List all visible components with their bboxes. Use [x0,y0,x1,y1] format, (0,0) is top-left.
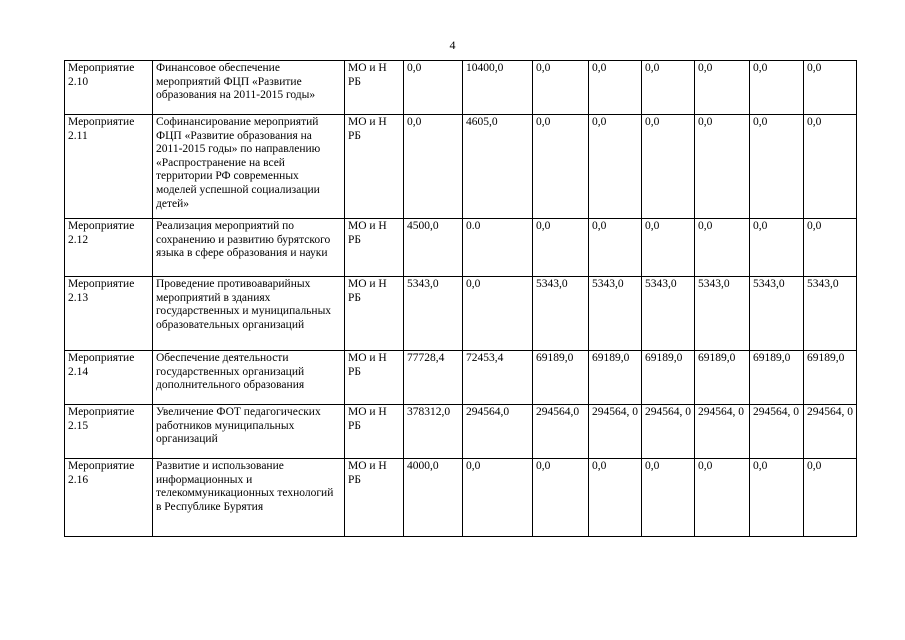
amount-cell: 0,0 [589,459,642,537]
activity-code-cell: Мероприятие 2.10 [65,61,153,115]
amount-cell: 5343,0 [642,277,695,351]
amount-cell: 69189,0 [533,351,589,405]
amount-cell: 294564, 0 [804,405,857,459]
amount-cell: 0,0 [404,115,463,219]
amount-cell: 0,0 [589,115,642,219]
amount-cell: 0,0 [695,115,750,219]
amount-cell: 69189,0 [804,351,857,405]
activity-code-cell: Мероприятие 2.14 [65,351,153,405]
amount-cell: 5343,0 [533,277,589,351]
amount-cell: 0,0 [750,219,804,277]
responsible-executor-cell: МО и Н РБ [345,219,404,277]
amount-cell: 0,0 [642,115,695,219]
table-body [65,61,857,537]
responsible-executor-cell: МО и Н РБ [345,351,404,405]
amount-cell: 5343,0 [589,277,642,351]
amount-cell: 0,0 [695,61,750,115]
amount-cell: 69189,0 [695,351,750,405]
amount-cell: 0,0 [804,219,857,277]
amount-cell: 0,0 [695,219,750,277]
amount-cell: 69189,0 [642,351,695,405]
amount-cell: 294564, 0 [750,405,804,459]
amount-cell: 0.0 [463,219,533,277]
table-row [65,459,857,537]
activity-code-cell: Мероприятие 2.13 [65,277,153,351]
amount-cell: 0,0 [533,61,589,115]
amount-cell: 0,0 [642,61,695,115]
amount-cell: 0,0 [804,459,857,537]
amount-cell: 294564,0 [533,405,589,459]
amount-cell: 0,0 [589,219,642,277]
responsible-executor-cell: МО и Н РБ [345,459,404,537]
activity-title-cell: Увеличение ФОТ педагогических работников муниципальных организаций [153,405,345,459]
program-activities-table [64,60,857,537]
responsible-executor-cell: МО и Н РБ [345,277,404,351]
activity-title-cell: Проведение противоаварийных мероприятий в зданиях государственных и муниципальных образовательных организаций [153,277,345,351]
amount-cell: 294564, 0 [695,405,750,459]
table-row [65,405,857,459]
amount-cell: 5343,0 [404,277,463,351]
amount-cell: 5343,0 [695,277,750,351]
responsible-executor-cell: МО и Н РБ [345,405,404,459]
amount-cell: 294564,0 [463,405,533,459]
activity-title-cell: Обеспечение деятельности государственных организаций дополнительного образования [153,351,345,405]
table-row [65,115,857,219]
amount-cell: 0,0 [463,459,533,537]
amount-cell: 10400,0 [463,61,533,115]
amount-cell: 294564, 0 [589,405,642,459]
amount-cell: 72453,4 [463,351,533,405]
amount-cell: 4000,0 [404,459,463,537]
amount-cell: 4500,0 [404,219,463,277]
amount-cell: 69189,0 [750,351,804,405]
amount-cell: 4605,0 [463,115,533,219]
amount-cell: 0,0 [804,61,857,115]
activity-title-cell: Софинансирование мероприятий ФЦП «Развитие образования на 2011-2015 годы» по направлению «Распространение на всей территории РФ современных моделей успешной социализации детей» [153,115,345,219]
amount-cell: 0,0 [642,459,695,537]
table-row [65,277,857,351]
amount-cell: 69189,0 [589,351,642,405]
amount-cell: 0,0 [804,115,857,219]
amount-cell: 294564, 0 [642,405,695,459]
page-number: 4 [449,38,456,52]
amount-cell: 0,0 [589,61,642,115]
activity-title-cell: Реализация мероприятий по сохранению и развитию бурятского языка в сфере образования и науки [153,219,345,277]
amount-cell: 0,0 [533,459,589,537]
activity-title-cell: Финансовое обеспечение мероприятий ФЦП «Развитие образования на 2011-2015 годы» [153,61,345,115]
amount-cell: 0,0 [750,115,804,219]
activity-code-cell: Мероприятие 2.11 [65,115,153,219]
amount-cell: 0,0 [533,219,589,277]
activity-title-cell: Развитие и использование информационных и телекоммуникационных технологий в Республике Бурятия [153,459,345,537]
activity-code-cell: Мероприятие 2.12 [65,219,153,277]
amount-cell: 0,0 [695,459,750,537]
activity-code-cell: Мероприятие 2.16 [65,459,153,537]
amount-cell: 5343,0 [804,277,857,351]
table-row [65,219,857,277]
responsible-executor-cell: МО и Н РБ [345,61,404,115]
amount-cell: 0,0 [642,219,695,277]
amount-cell: 5343,0 [750,277,804,351]
amount-cell: 0,0 [750,61,804,115]
amount-cell: 77728,4 [404,351,463,405]
responsible-executor-cell: МО и Н РБ [345,115,404,219]
amount-cell: 0,0 [463,277,533,351]
activity-code-cell: Мероприятие 2.15 [65,405,153,459]
amount-cell: 0,0 [750,459,804,537]
table-row [65,61,857,115]
table-row [65,351,857,405]
amount-cell: 0,0 [533,115,589,219]
amount-cell: 378312,0 [404,405,463,459]
amount-cell: 0,0 [404,61,463,115]
